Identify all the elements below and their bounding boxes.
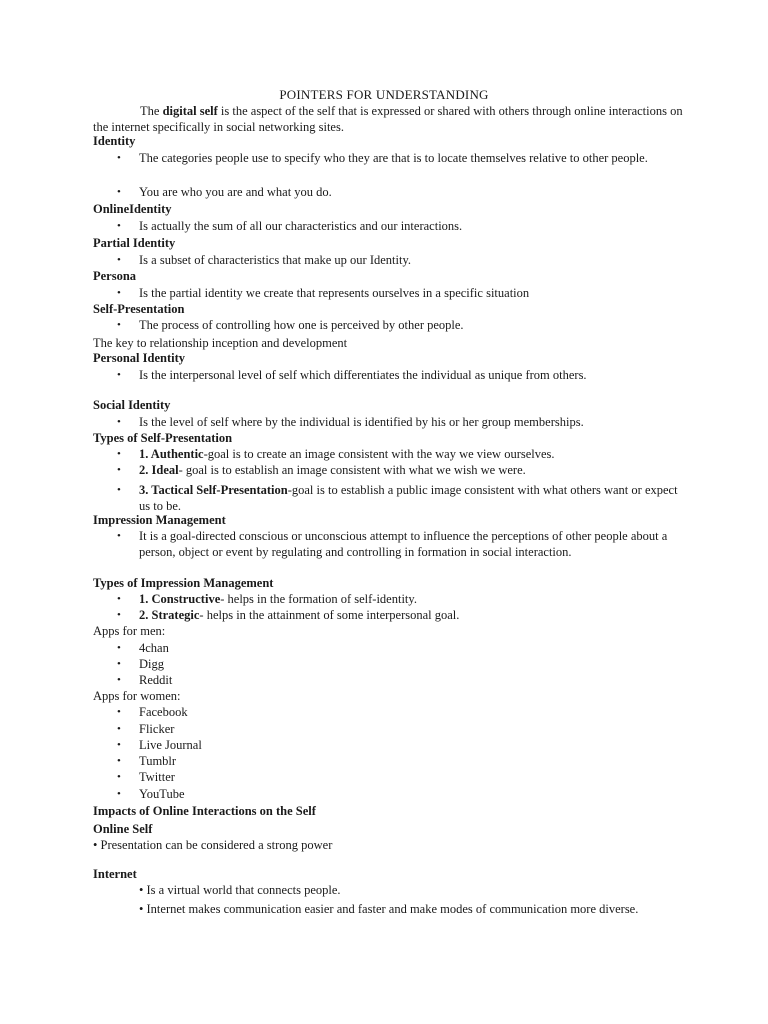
bullet-icon: • (117, 186, 121, 198)
list-item-text: You are who you are and what you do. (139, 185, 332, 199)
list-item-text: - helps in the attainment of some interpersonal goal. (199, 608, 460, 622)
heading-social-identity: Social Identity (93, 398, 171, 412)
list-item (117, 446, 682, 462)
list-item-text: Presentation can be considered a strong power (100, 838, 333, 852)
list-item (117, 769, 682, 785)
list-item-text: The process of controlling how one is perceived by other people. (139, 318, 464, 332)
bullet-icon: • (117, 642, 121, 654)
bullet-icon: • (117, 530, 121, 542)
bullet-icon: • (117, 593, 121, 605)
bullet-icon: • (117, 287, 121, 299)
bullet-icon: • (117, 609, 121, 621)
list-item (117, 672, 682, 688)
list-item (117, 285, 682, 301)
bullet-icon: • (117, 484, 121, 496)
list-item (117, 607, 682, 623)
list-item-text: -goal is to create an image consistent with the way we view ourselves. (203, 447, 555, 461)
list-item-text: Is a virtual world that connects people. (146, 883, 341, 897)
heading-types-impression-management: Types of Impression Management (93, 576, 274, 590)
intro-term: digital self (162, 104, 218, 118)
bullet-icon: • (117, 771, 121, 783)
bullet-icon: • (117, 369, 121, 381)
list-item (117, 482, 682, 514)
list-item (117, 704, 682, 720)
apps-men-label: Apps for men: (93, 624, 166, 638)
list-item (117, 786, 682, 802)
heading-online-identity: OnlineIdentity (93, 202, 172, 216)
list-item (139, 882, 679, 898)
list-item-text: Live Journal (139, 738, 202, 752)
bullet-icon: • (117, 464, 121, 476)
apps-women-label: Apps for women: (93, 689, 181, 703)
page-title: POINTERS FOR UNDERSTANDING (279, 87, 489, 102)
list-item-text: Is the partial identity we create that represents ourselves in a specific situation (139, 286, 530, 300)
bullet-icon: • (117, 319, 121, 331)
list-item-text: Twitter (139, 770, 175, 784)
heading-personal-identity: Personal Identity (93, 351, 186, 365)
list-item-text: Internet makes communication easier and faster and make modes of communication more diverse. (146, 902, 639, 916)
bullet-icon: • (117, 658, 121, 670)
list-item (117, 591, 682, 607)
list-item-text: Is actually the sum of all our characteristics and our interactions. (139, 219, 463, 233)
bullet-icon: • (117, 723, 121, 735)
heading-self-presentation: Self-Presentation (93, 302, 185, 316)
list-item (117, 184, 682, 200)
list-item-text: - goal is to establish an image consistent with what we wish we were. (178, 463, 526, 477)
list-item-text: Tumblr (139, 754, 177, 768)
list-item (117, 753, 682, 769)
list-item-text: YouTube (139, 787, 185, 801)
list-item (117, 640, 682, 656)
list-item-text: Is the interpersonal level of self which differentiates the individual as unique from others. (139, 368, 587, 382)
list-item (117, 462, 682, 478)
list-item-term: 2. Ideal (139, 463, 179, 477)
small-bullet-icon: • (139, 902, 144, 916)
list-item (117, 656, 682, 672)
list-item (117, 367, 682, 383)
heading-types-self-presentation: Types of Self-Presentation (93, 431, 233, 445)
bullet-icon: • (117, 739, 121, 751)
list-item (117, 414, 682, 430)
heading-persona: Persona (93, 269, 137, 283)
list-item (117, 252, 682, 268)
list-item (139, 901, 679, 917)
heading-impacts: Impacts of Online Interactions on the Self (93, 804, 316, 818)
list-item-text: Is the level of self where by the individual is identified by his or her group memberships. (139, 415, 584, 429)
bullet-icon: • (117, 220, 121, 232)
self-presentation-note: The key to relationship inception and development (93, 336, 348, 350)
small-bullet-icon: • (139, 883, 144, 897)
list-item-text: Is a subset of characteristics that make up our Identity. (139, 253, 412, 267)
list-item (117, 317, 682, 333)
list-item-text: It is a goal-directed conscious or unconscious attempt to influence the perceptions of other people about a person, object or event by regulating and controlling in formation in social interaction. (139, 529, 668, 559)
list-item (117, 721, 682, 737)
heading-impression-management: Impression Management (93, 513, 226, 527)
intro-lead: The (140, 104, 163, 118)
bullet-icon: • (117, 416, 121, 428)
bullet-icon: • (117, 152, 121, 164)
small-bullet-icon: • (93, 838, 98, 852)
bullet-icon: • (117, 674, 121, 686)
list-item-term: 1. Constructive (139, 592, 221, 606)
heading-partial-identity: Partial Identity (93, 236, 176, 250)
bullet-icon: • (117, 254, 121, 266)
list-item-term: 3. Tactical Self-Presentation (139, 483, 288, 497)
list-item-text: -goal is to establish a public image consistent with what others want or expect us to be. (139, 483, 678, 513)
list-item (117, 218, 682, 234)
heading-identity: Identity (93, 134, 136, 148)
list-item-text: Digg (139, 657, 164, 671)
list-item (93, 837, 332, 853)
list-item-text: - helps in the formation of self-identity. (220, 592, 417, 606)
bullet-icon: • (117, 448, 121, 460)
list-item-term: 2. Strategic (139, 608, 200, 622)
list-item-text: Reddit (139, 673, 173, 687)
list-item-text: The categories people use to specify who they are that is to locate themselves relative to other people. (139, 151, 648, 165)
bullet-icon: • (117, 706, 121, 718)
intro-rest: is the aspect of the self that is expressed or shared with others through online interactions on the internet specifically in social networking sites. (93, 104, 683, 134)
intro-paragraph (93, 103, 683, 135)
bullet-icon: • (117, 755, 121, 767)
bullet-icon: • (117, 788, 121, 800)
list-item (117, 150, 682, 166)
list-item-text: Facebook (139, 705, 188, 719)
list-item (117, 528, 682, 560)
heading-online-self: Online Self (93, 822, 153, 836)
heading-internet: Internet (93, 867, 137, 881)
list-item (117, 737, 682, 753)
list-item-text: 4chan (139, 641, 169, 655)
list-item-term: 1. Authentic (139, 447, 204, 461)
list-item-text: Flicker (139, 722, 175, 736)
